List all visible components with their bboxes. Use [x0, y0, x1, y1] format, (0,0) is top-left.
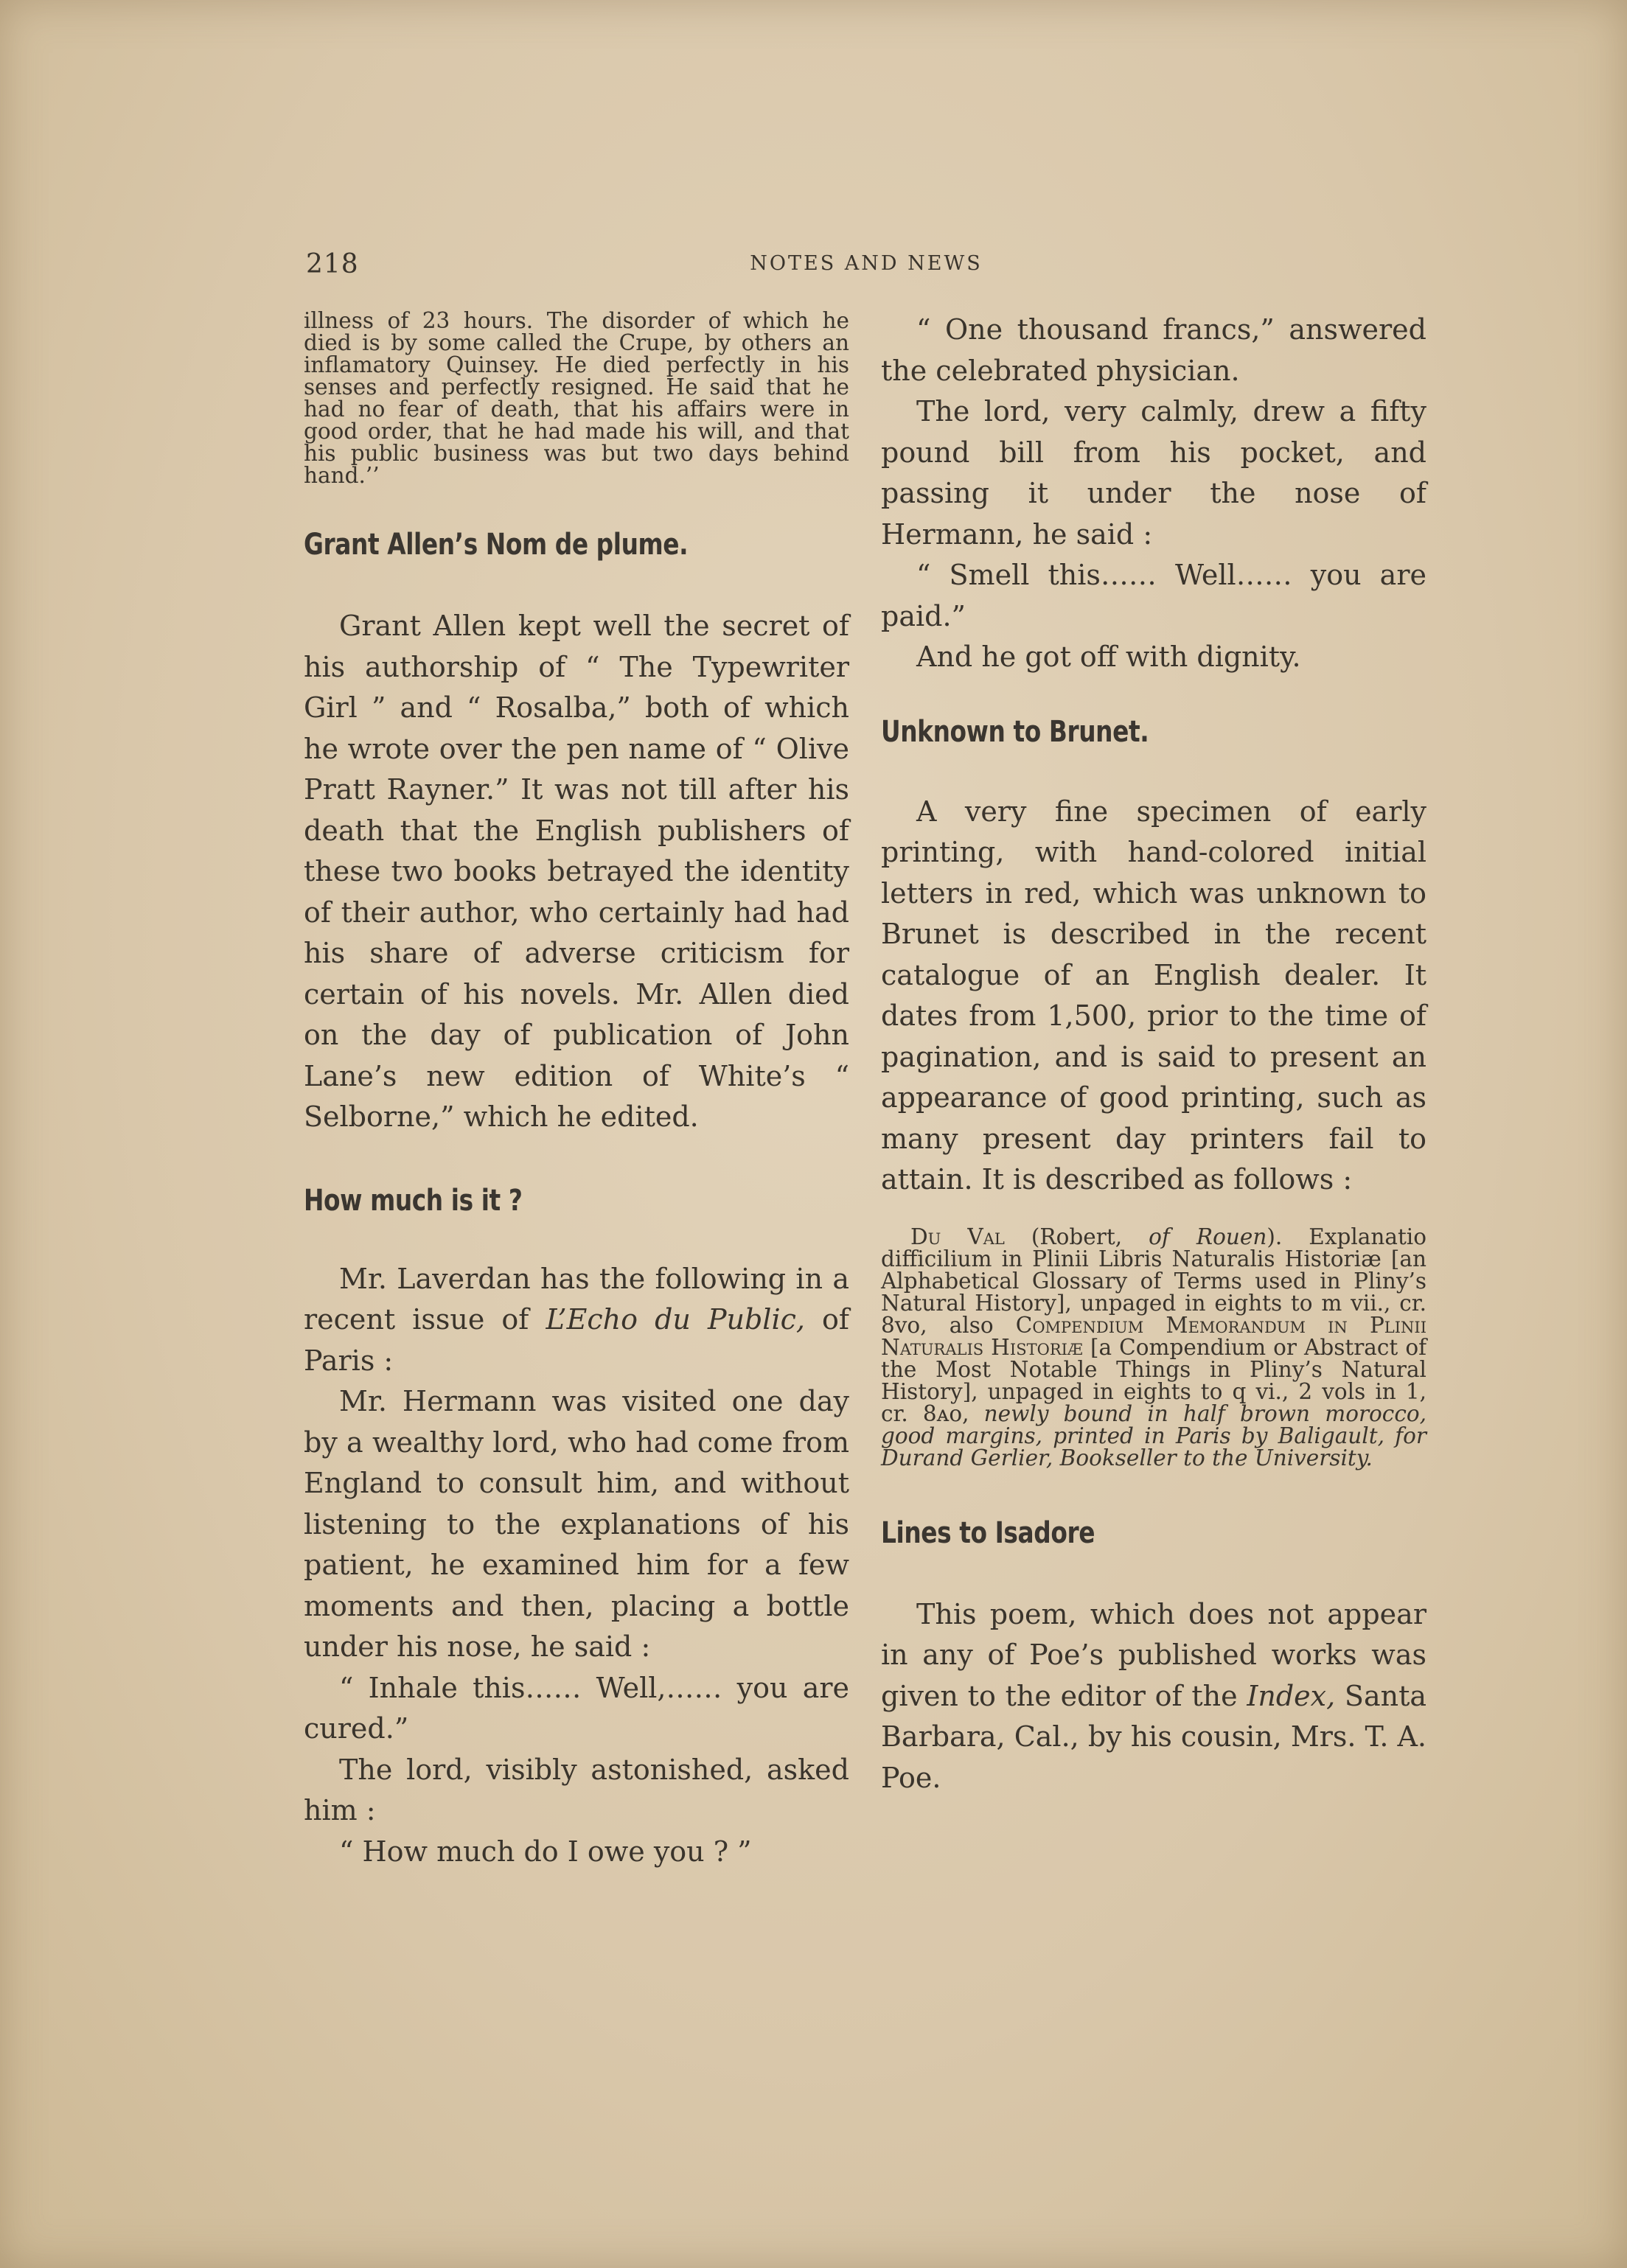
index-title: Index, [1247, 1679, 1336, 1712]
heading-unknown-to-brunet: Unknown to Brunet. [881, 714, 1149, 749]
article-how-much-p1: Mr. Hermann was visited one day by a wealthy lord, who had come from England to consult him, and without listening to the explanations of his patient, he examined him for a few moments and then, placing a bottle under his nose, he said : [304, 1385, 849, 1663]
article-how-much-p2: “ Inhale this…… Well,…… you are cured.” [304, 1671, 849, 1745]
isadore-text: This poem, which does not appear in any of Poe’s published works was given to the editor of the [881, 1597, 1426, 1712]
entry-title2: Compendium Memorandum in Plinii Naturalis Historiæ [881, 1312, 1426, 1360]
running-head [306, 249, 1426, 286]
story-cont-p2: The lord, very calmly, drew a fifty pound bill from his pocket, and passing it under the nose of Hermann, he said : [881, 395, 1426, 551]
article-how-much-intro [304, 1259, 849, 1382]
intro-text: Mr. Laverdan has the following in a recent issue of [304, 1262, 849, 1336]
article-isadore-body [881, 1594, 1426, 1799]
running-title: NOTES AND NEWS [750, 252, 983, 275]
intro-text-end: of Paris : [304, 1303, 849, 1377]
article-how-much-p4: “ How much do I owe you ? ” [339, 1835, 752, 1868]
heading-lines-to-isadore: Lines to Isadore [881, 1515, 1095, 1550]
story-cont-p4: And he got off with dignity. [916, 641, 1301, 673]
entry-author: Du Val [910, 1224, 1005, 1249]
entry-place: of Rouen [1149, 1224, 1267, 1249]
article-brunet-body: A very fine specimen of early printing, with hand-colored initial letters in red, which was unknown to Brunet is described in the recent catalogue of an English dealer. It dates from 1,500, prior to the time of pagination, and is said to present an appearance of good printing, such as many present day printers fail to attain. It is described as follows : [881, 795, 1426, 1196]
story-cont-p3: “ Smell this…… Well…… you are paid.” [881, 559, 1426, 632]
page-number: 218 [306, 249, 359, 279]
journal-title: L’Echo du Public, [546, 1303, 805, 1336]
entry-text-a: (Robert, [1004, 1224, 1149, 1249]
entry-text-b: ). Explanatio difficilium in Plinii Libris Naturalis Historiæ [an Alphabetical Glossary of Terms used in Pliny’s Natural History], unpaged in eights to m vii., cr. 8vo, also [881, 1224, 1426, 1338]
isadore-text-end: Santa Barbara, Cal., by his cousin, Mrs. T. A. Poe. [881, 1679, 1427, 1794]
heading-grant-allen: Grant Allen’s Nom de plume. [304, 528, 689, 562]
right-column [881, 310, 1426, 1798]
article-grant-allen-body: Grant Allen kept well the secret of his authorship of “ The Typewriter Girl ” and “ Rosalba,” both of which he wrote over the pen name of “ Olive Pratt Rayner.” It was not till after his death that the English publishers of these two books betrayed the identity of their author, who certainly had had his share of adverse criticism for certain of his novels. Mr. Allen died on the day of publication of John Lane’s new edition of White’s “ Selborne,” which he edited. [304, 610, 849, 1133]
heading-how-much: How much is it ? [304, 1183, 523, 1218]
entry-binding-note: newly bound in half brown morocco, good margins, printed in Paris by Baligault, for Durand Gerlier, Bookseller to the University. [881, 1400, 1426, 1470]
left-column [304, 310, 849, 1872]
article-how-much-p3: The lord, visibly astonished, asked him : [304, 1753, 849, 1826]
story-cont-p1: “ One thousand francs,” answered the celebrated physician. [881, 313, 1426, 387]
catalogue-entry [881, 1226, 1426, 1469]
entry-text-c: [a Compendium or Abstract of the Most Notable Things in Pliny’s Natural History], unpaged in eights to q vi., 2 vols in 1, cr. 8ᴀᴏ, [881, 1334, 1426, 1426]
continued-paragraph: illness of 23 hours. The disorder of which he died is by some called the Crupe, by others an inflamatory Quinsey. He died perfectly in his senses and perfectly resigned. He said that he had no fear of death, that his affairs were in good order, that he had made his will, and that his public business was but two days behind hand.’’ [304, 308, 849, 488]
